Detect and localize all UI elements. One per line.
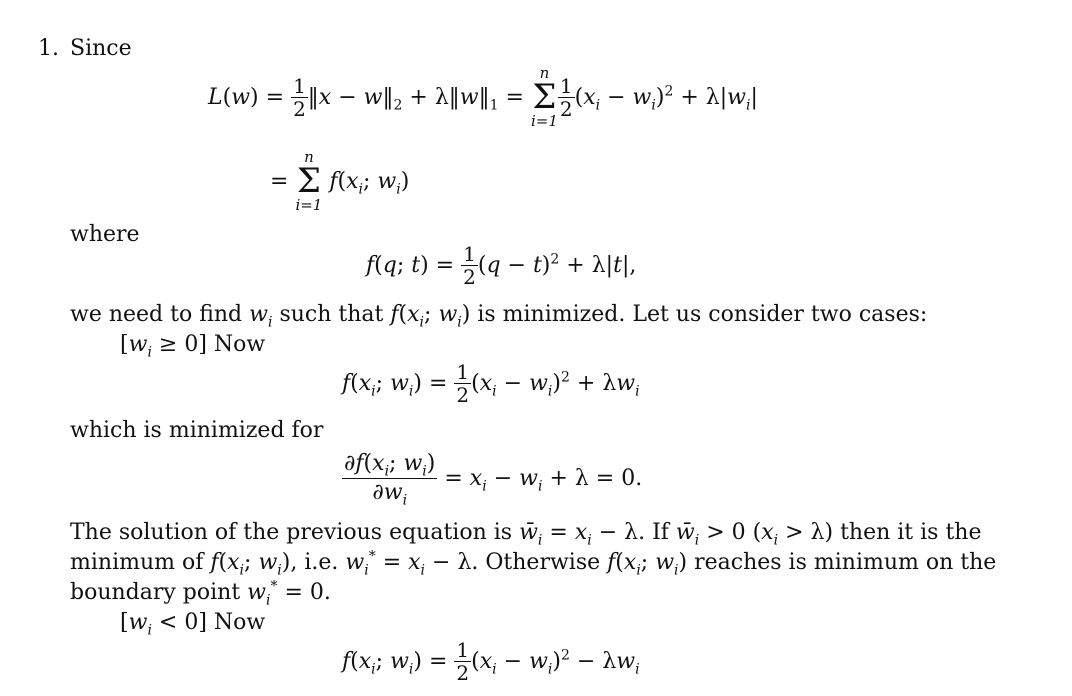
- equation-1: L(w) = $\frac{1}{2}$ ‖x − $w‖_2$ + $\lambda‖w‖_1$ = n Σ i=1 $\frac{1}{2}$ $(x_i - w_i)^2 + \lambda|w_i|$: [208, 64, 758, 130]
- solution-line-3: boundary point $w_i^* = 0$.: [70, 578, 331, 609]
- equation-2: = n Σ i=1 $f(x_i$; $w_i$): [270, 148, 410, 214]
- equation-5: $\frac{\partial f(x_i; w_i)}{\partial w_i}$ = $x_i - w_i + \lambda = 0$.: [344, 450, 643, 508]
- since-text: Since: [70, 36, 132, 61]
- case-1-label: $[w_i \ge 0]$ Now: [120, 332, 266, 361]
- item-number: 1.: [38, 36, 59, 61]
- equation-4: $f(x_i$; $w_i$) = $\frac{1}{2}$ $(x_i - w_i)^2 + \lambda w_i$: [342, 359, 640, 407]
- case-2-label: $[w_i < 0]$ Now: [120, 610, 266, 639]
- equation-3: f(q; t) = $\frac{1}{2}$ $(q - t)^2 + \lambda|t|$,: [366, 241, 637, 289]
- need-find-text: we need to find $w_i$ such that $f(x_i$; $w_i$) is minimized. Let us consider two cases:: [70, 302, 928, 331]
- minimized-for-text: which is minimized for: [70, 418, 324, 443]
- solution-line-1: The solution of the previous equation is $w̄_i = x_i - \lambda$. If $w̄_i > 0$ $(x_i > \lambda)$ then it is the: [70, 520, 982, 549]
- solution-line-2: minimum of $f(x_i$; $w_i$), i.e. $w_i^* = x_i - \lambda$. Otherwise $f(x_i$; $w_i$) reaches is minimum on the: [70, 548, 997, 579]
- equation-6: $f(x_i$; $w_i$) = $\frac{1}{2}$ $(x_i - w_i)^2 - \lambda w_i$: [342, 637, 640, 685]
- where-text: where: [70, 222, 140, 247]
